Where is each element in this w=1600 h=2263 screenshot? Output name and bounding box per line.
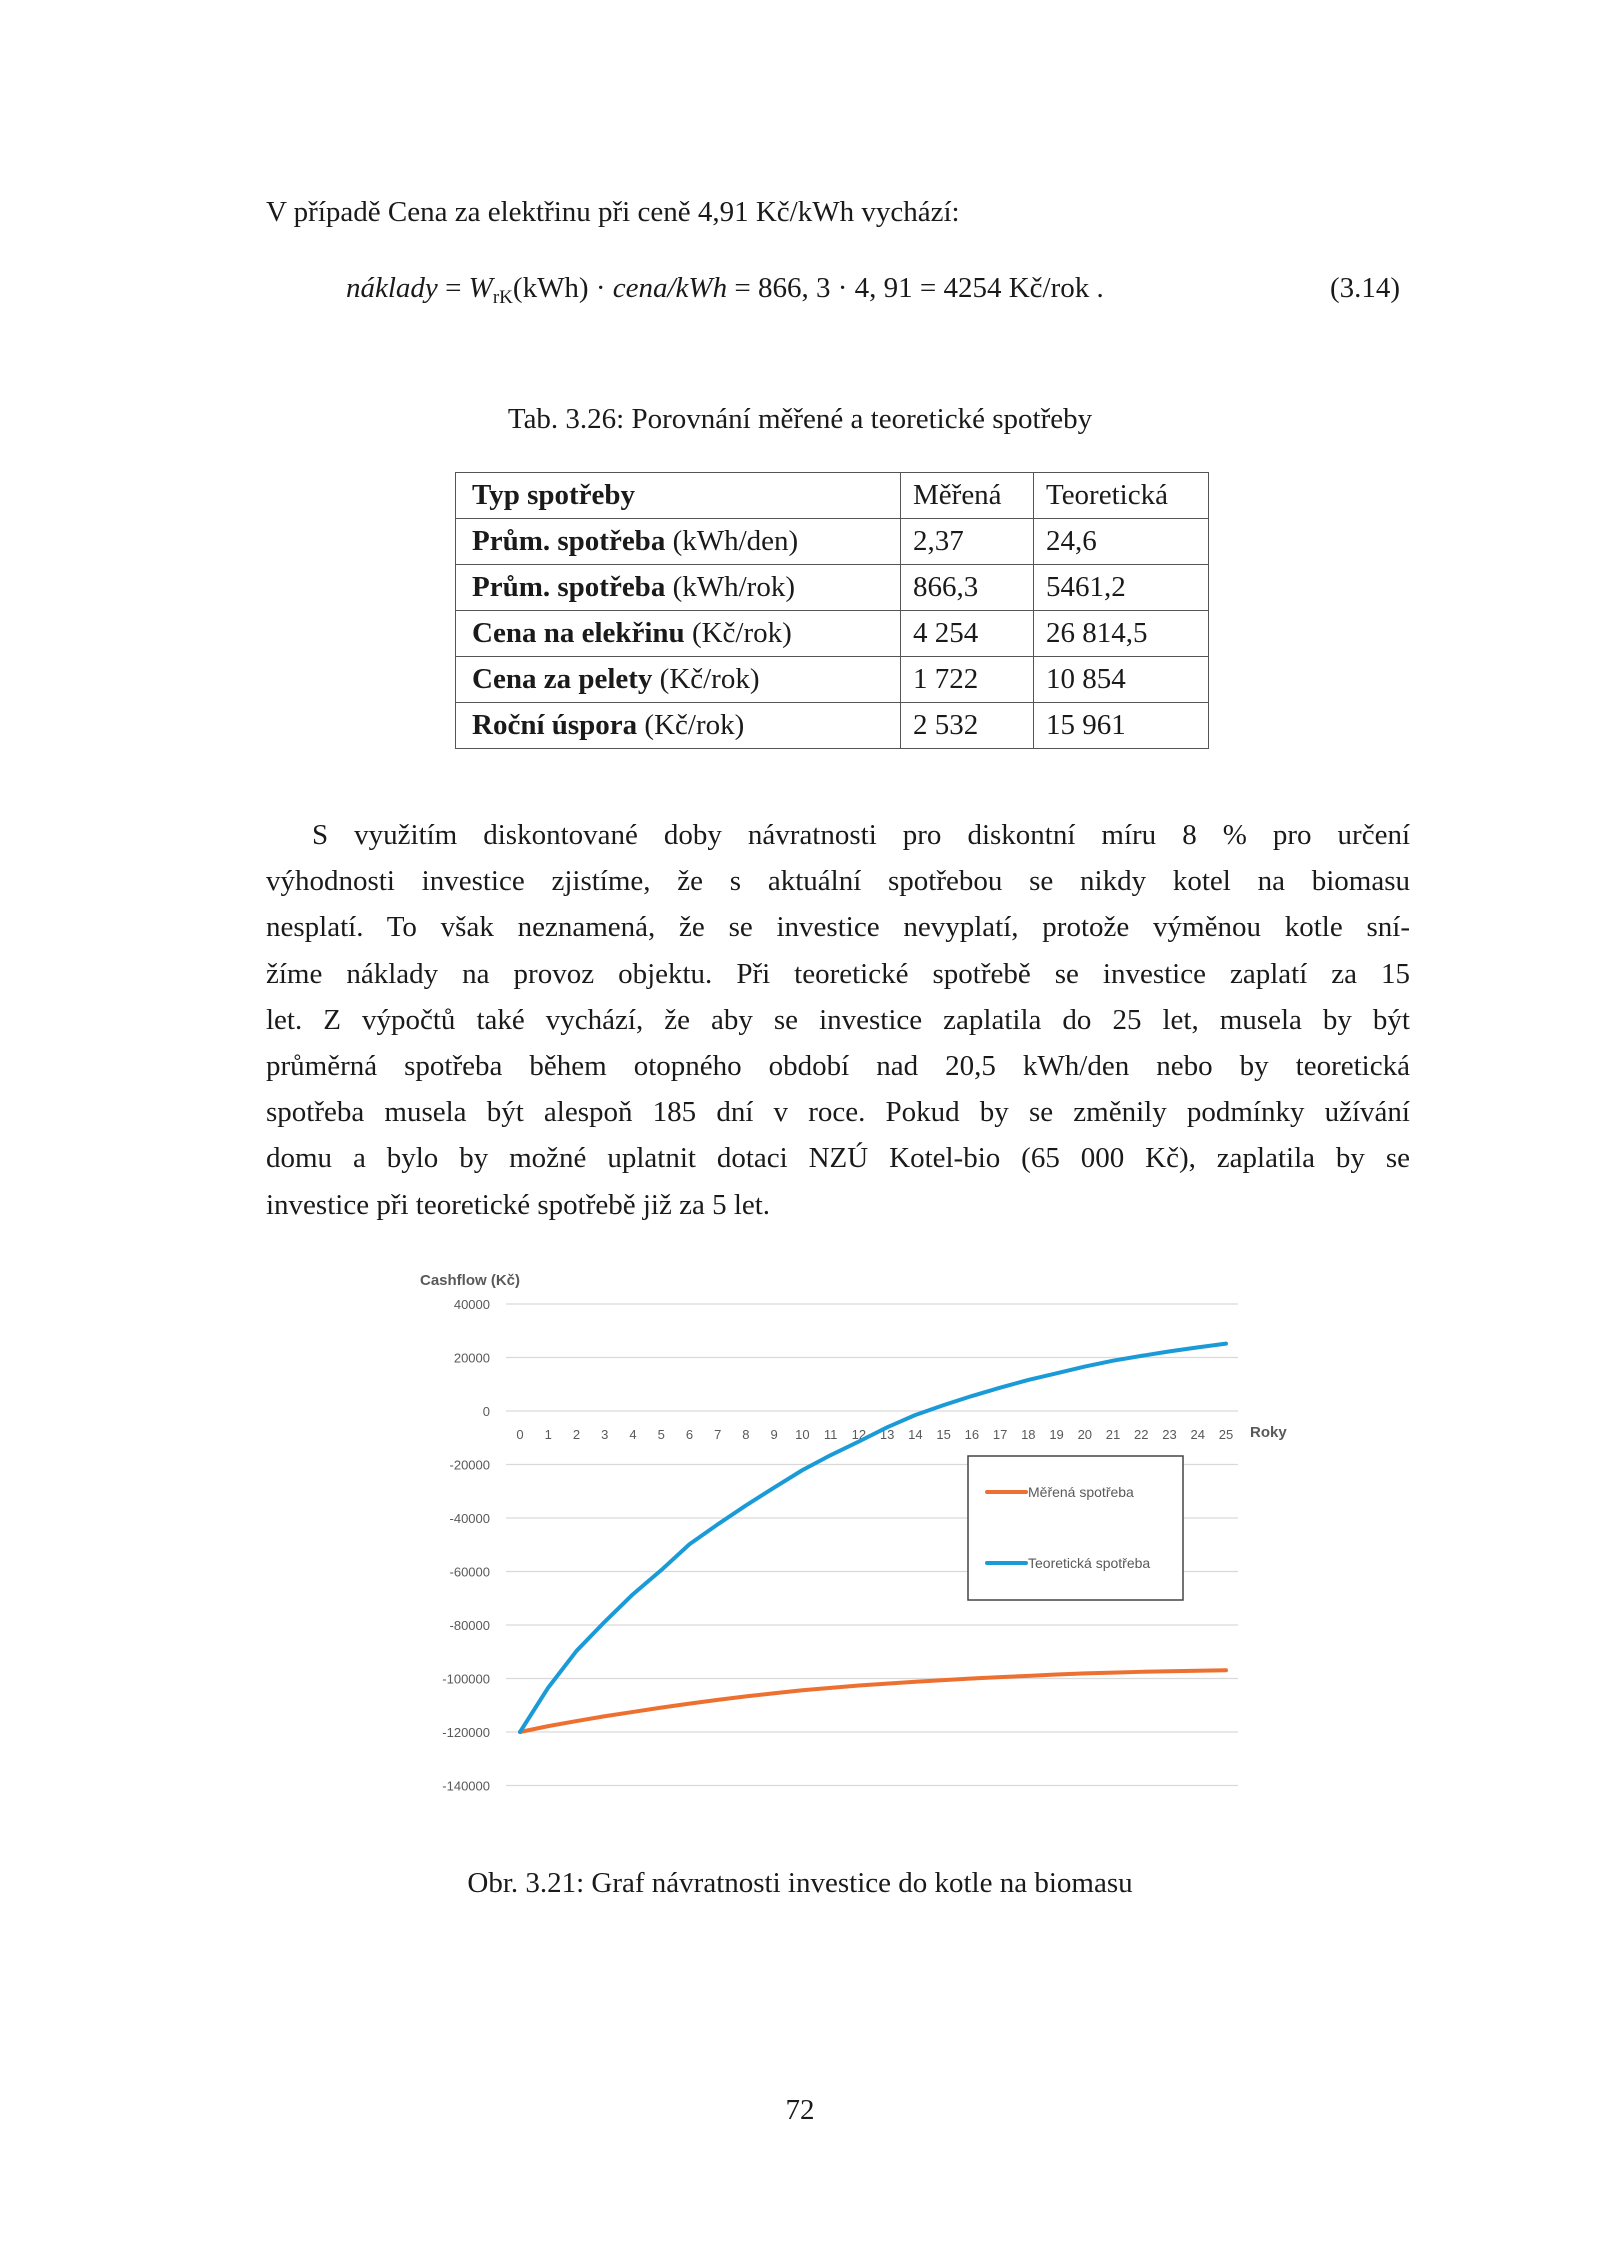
- paragraph-line: investice při teoretické spotřebě již za 5 let.: [266, 1188, 771, 1221]
- row-unit: (Kč/rok): [691, 617, 792, 649]
- row-label: Roční úspora: [472, 709, 638, 741]
- page-number: 72: [785, 2094, 815, 2126]
- x-tick-label: 1: [544, 1427, 552, 1442]
- y-tick-label: 0: [482, 1404, 490, 1419]
- paragraph-line: výhodnosti investice zjistíme, že s aktuální spotřebou se nikdy kotel na biomasu: [266, 865, 1410, 898]
- paragraph-line: let. Z výpočtů také vychází, že aby se investice zaplatila do 25 let, musela by být: [266, 1003, 1410, 1036]
- measured-cell: 2,37: [901, 519, 1034, 565]
- theoretical-cell: 15 961: [1034, 703, 1209, 749]
- x-tick-label: 24: [1190, 1427, 1205, 1442]
- x-tick-label: 23: [1162, 1427, 1177, 1442]
- x-tick-label: 13: [879, 1427, 895, 1442]
- measured-cell: 1 722: [901, 657, 1034, 703]
- equation-lhs: náklady: [346, 272, 438, 304]
- y-tick-label: -40000: [449, 1511, 490, 1526]
- x-axis-label: Roky: [1250, 1424, 1287, 1441]
- series-line-measured: [520, 1670, 1226, 1732]
- row-label: Cena za pelety: [472, 663, 653, 695]
- row-label: Prům. spotřeba: [472, 525, 666, 557]
- row-unit: (kWh/den): [672, 525, 799, 557]
- x-tick-label: 8: [742, 1427, 750, 1442]
- row-label-cell: [456, 657, 901, 703]
- x-tick-label: 11: [823, 1427, 838, 1442]
- y-axis-label: Cashflow (Kč): [420, 1272, 521, 1289]
- y-tick-label: 20000: [453, 1350, 490, 1366]
- intro-sentence: V případě Cena za elektřinu při ceně 4,91 Kč/kWh vychází:: [266, 196, 960, 228]
- paragraph-line: žíme náklady na provoz objektu. Při teoretické spotřebě se investice zaplatí za 15: [266, 957, 1410, 990]
- header-cell: Měřená: [901, 473, 1034, 519]
- row-label-cell: [456, 611, 901, 657]
- x-tick-label: 16: [964, 1427, 980, 1442]
- x-tick-label: 10: [795, 1427, 810, 1442]
- payback-chart: [400, 1250, 1300, 1820]
- table-row: [456, 657, 1209, 703]
- row-unit: (Kč/rok): [659, 663, 760, 695]
- table-caption: Tab. 3.26: Porovnání měřené a teoretické spotřeby: [507, 403, 1093, 435]
- x-tick-label: 7: [714, 1427, 722, 1442]
- equation-w-subscript: rK: [492, 287, 513, 308]
- theoretical-cell: 24,6: [1034, 519, 1209, 565]
- x-tick-label: 2: [572, 1427, 581, 1442]
- table-row: [456, 565, 1209, 611]
- table-header-row: [456, 473, 1209, 519]
- paragraph-line: domu a bylo by možné uplatnit dotaci NZÚ Kotel-bio (65 000 Kč), zaplatila by se: [266, 1142, 1410, 1175]
- x-tick-label: 20: [1077, 1427, 1093, 1442]
- y-tick-label: -60000: [449, 1564, 490, 1580]
- table-row: [456, 611, 1209, 657]
- x-tick-label: 14: [908, 1427, 923, 1442]
- x-tick-label: 21: [1105, 1427, 1121, 1442]
- row-label-cell: [456, 565, 901, 611]
- x-tick-label: 22: [1134, 1427, 1149, 1442]
- x-tick-label: 0: [516, 1427, 524, 1442]
- equation-unit: (kWh) ·: [512, 272, 613, 304]
- y-tick-label: -100000: [442, 1671, 490, 1687]
- header-cell: [456, 473, 901, 519]
- x-tick-label: 3: [601, 1427, 609, 1442]
- x-tick-label: 6: [685, 1427, 694, 1442]
- equation-number: (3.14): [1330, 272, 1401, 304]
- paragraph-line: průměrná spotřeba během otopného období nad 20,5 kWh/den nebo by teoretická: [266, 1049, 1410, 1082]
- theoretical-cell: 10 854: [1034, 657, 1209, 703]
- comparison-table: [455, 472, 1209, 749]
- x-tick-label: 9: [770, 1427, 778, 1442]
- x-tick-label: 17: [992, 1427, 1008, 1442]
- paragraph-line: S využitím diskontované doby návratnosti pro diskontní míru 8 % pro určení: [312, 819, 1410, 851]
- equation: [346, 272, 1104, 309]
- row-unit: (kWh/rok): [672, 571, 795, 603]
- x-tick-label: 4: [629, 1427, 637, 1442]
- y-tick-label: -120000: [442, 1725, 490, 1740]
- equation-rhs: = 866, 3 · 4, 91 = 4254 Kč/rok .: [727, 272, 1104, 304]
- header-type: Typ spotřeby: [472, 479, 636, 511]
- measured-cell: 866,3: [901, 565, 1034, 611]
- measured-cell: 4 254: [901, 611, 1034, 657]
- y-tick-label: -20000: [449, 1457, 490, 1473]
- measured-cell: 2 532: [901, 703, 1034, 749]
- theoretical-cell: 26 814,5: [1034, 611, 1209, 657]
- row-label: Cena na elekřinu: [472, 617, 685, 649]
- x-tick-label: 25: [1218, 1427, 1234, 1442]
- x-tick-label: 12: [851, 1427, 867, 1442]
- header-cell: Teoretická: [1034, 473, 1209, 519]
- x-tick-label: 5: [657, 1427, 665, 1442]
- y-tick-label: 40000: [453, 1297, 490, 1312]
- equation-w: W: [468, 272, 493, 304]
- x-tick-label: 18: [1021, 1427, 1036, 1442]
- legend-label-theoretical: Teoretická spotřeba: [1028, 1555, 1151, 1571]
- row-label-cell: [456, 703, 901, 749]
- x-tick-label: 15: [936, 1427, 951, 1442]
- table-row: [456, 703, 1209, 749]
- equation-equals: =: [437, 272, 469, 304]
- y-tick-label: -80000: [449, 1618, 490, 1633]
- body-paragraph: [266, 812, 1410, 1228]
- row-unit: (Kč/rok): [644, 709, 745, 741]
- row-label: Prům. spotřeba: [472, 571, 666, 603]
- legend-box: [968, 1456, 1183, 1600]
- legend-label-measured: Měřená spotřeba: [1028, 1484, 1134, 1500]
- x-tick-label: 19: [1049, 1427, 1064, 1442]
- paragraph-line: spotřeba musela být alespoň 185 dní v roce. Pokud by se změnily podmínky užívání: [266, 1096, 1410, 1129]
- y-axis-ticks: [442, 1297, 490, 1794]
- table-row: [456, 519, 1209, 565]
- y-tick-label: -140000: [442, 1778, 490, 1794]
- figure-caption: Obr. 3.21: Graf návratnosti investice do kotle na biomasu: [467, 1867, 1133, 1899]
- theoretical-cell: 5461,2: [1034, 565, 1209, 611]
- equation-var: cena/kWh: [612, 272, 728, 304]
- paragraph-line: nesplatí. To však neznamená, že se investice nevyplatí, protože výměnou kotle sní-: [266, 911, 1410, 944]
- legend: [968, 1456, 1183, 1600]
- row-label-cell: [456, 519, 901, 565]
